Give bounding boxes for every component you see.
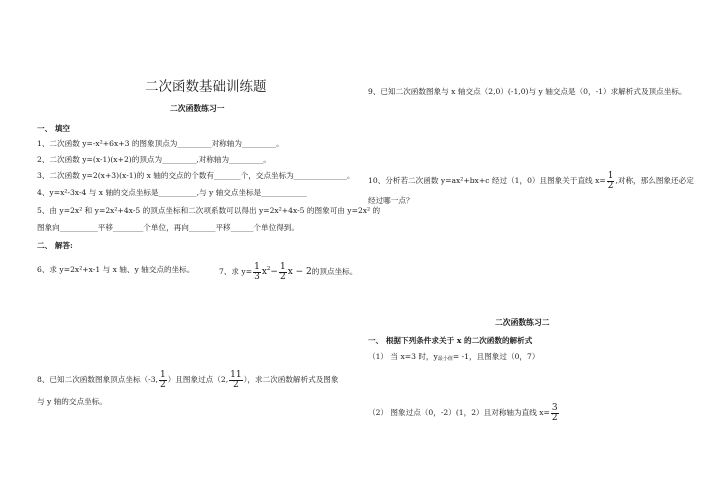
question-3: 3、二次函数 y=2(x+3)(x-1)的 x 轴的交点的个数有_______个，交点坐标为______________。 bbox=[37, 171, 355, 180]
fraction-eleven-halves: $\frac{11}{2}$ bbox=[230, 369, 242, 390]
question-2: 2、二次函数 y=(x-1)(x+2)的顶点为_________,对称轴为_________。 bbox=[37, 155, 271, 164]
fraction-one-third: $\frac{1}{3}$ bbox=[254, 261, 260, 282]
fraction-one-half: $\frac{1}{2}$ bbox=[159, 369, 166, 390]
question-4: 4、y=x²-3x-4 与 x 轴的交点坐标是__________,与 y 轴交点坐标是____________ bbox=[37, 188, 307, 197]
section-fill-blank: 一、 填空 bbox=[37, 124, 71, 133]
question-5-line-1: 5、由 y=2x² 和 y=2x²+4x-5 的顶点坐标和二次项系数可以得出 y=2x²+4x-5 的图象可由 y=2x² 的 bbox=[37, 206, 381, 215]
question-8-line-2: 与 y 轴的交点坐标。 bbox=[37, 397, 107, 406]
section-find-expression: 一、 根据下列条件求关于 x 的二次函数的解析式 bbox=[368, 336, 533, 345]
problem-2: （2） 图象过点（0，-2）(1，2）且对称轴为直线 x= $\frac{3}{2}$ bbox=[368, 402, 558, 423]
question-1: 1、二次函数 y=-x²+6x+3 的图象顶点为_________对称轴为_________。 bbox=[37, 139, 284, 148]
question-5-line-2: 图象向__________平移________个单位，再向_______平移______个单位得到。 bbox=[37, 223, 299, 232]
fraction-one-half: $\frac{1}{2}$ bbox=[607, 170, 614, 191]
fraction-one-half: $\frac{1}{2}$ bbox=[279, 261, 286, 282]
subtitle-practice-one: 二次函数练习一 bbox=[170, 104, 225, 113]
question-8: 8、已知二次函数图象顶点坐标（-3, $\frac{1}{2}$ ）且图象过点（2, $\frac{11}{2}$ ），求二次函数解析式及图象 bbox=[37, 369, 339, 390]
question-10: 10、分析若二次函数 y=ax²+bx+c 经过（1，0）且图象关于直线 x= $\frac{1}{2}$ ,对称，那么图象还必定 bbox=[368, 170, 694, 191]
problem-1: （1） 当 x=3 时，y最小值= -1，且图象过（0，7） bbox=[368, 352, 540, 362]
subtitle-practice-two: 二次函数练习二 bbox=[495, 318, 550, 327]
question-6: 6、求 y=2x²+x-1 与 x 轴、y 轴交点的坐标。 bbox=[37, 265, 195, 274]
question-9: 9、已知二次函数图象与 x 轴交点（2,0）(-1,0)与 y 轴交点是（0，-1）求解析式及顶点坐标。 bbox=[368, 87, 687, 96]
question-7: 7、求 y= $\frac{1}{3}$ $x^2-$ $\frac{1}{2}$ x − 2的顶点坐标。 bbox=[219, 261, 358, 282]
section-answer: 二、 解答: bbox=[37, 241, 73, 250]
fraction-three-halves: $\frac{3}{2}$ bbox=[551, 402, 558, 423]
question-10-line-2: 经过哪一点？ bbox=[368, 196, 414, 205]
page-title: 二次函数基础训练题 bbox=[145, 79, 267, 95]
